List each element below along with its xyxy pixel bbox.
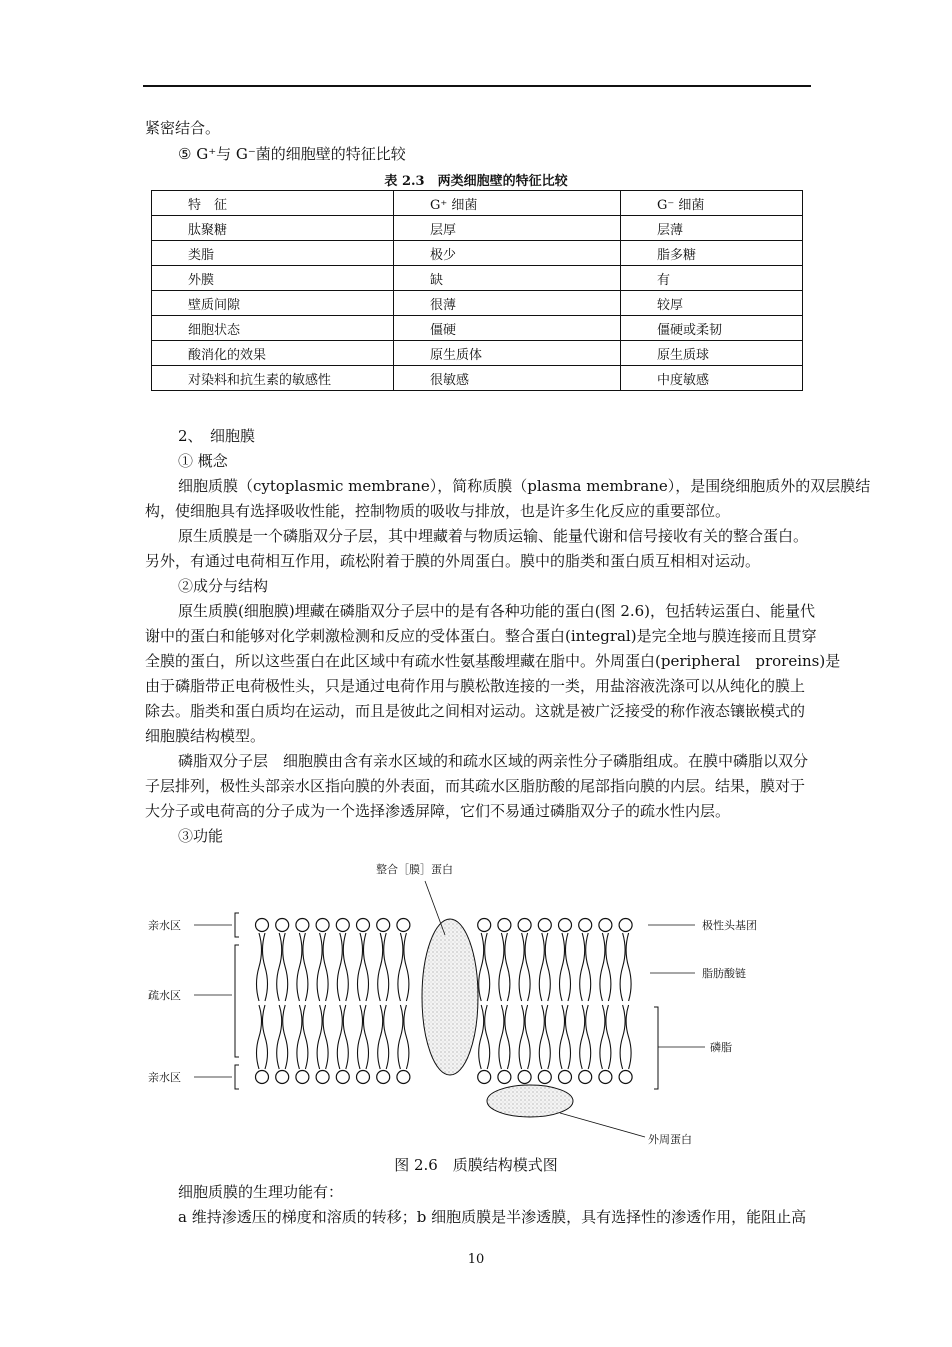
peripheral-protein-label: 外周蛋白 xyxy=(648,1133,692,1146)
fatty-acid-tail xyxy=(364,933,369,1001)
fatty-acid-tail xyxy=(317,1005,322,1069)
fatty-acid-tail xyxy=(485,933,490,1001)
membrane-diagram xyxy=(140,855,800,1150)
fatty-acid-tail xyxy=(560,1005,565,1069)
paragraph-line: 全膜的蛋白，所以这些蛋白在此区域中有疏水性氨基酸埋藏在脂中。外周蛋白(peripheral proreins)是 xyxy=(145,652,841,670)
polar-head xyxy=(336,1071,349,1084)
polar-head xyxy=(538,1071,551,1084)
fatty-acid-tail xyxy=(343,933,348,1001)
polar-head xyxy=(397,919,410,932)
fatty-acid-tail xyxy=(626,933,631,1001)
fatty-acid-tail xyxy=(620,1005,625,1069)
table-cell: 原生质体 xyxy=(394,341,621,366)
fatty-acid-tail xyxy=(323,933,328,1001)
fatty-acid-tail xyxy=(479,1005,484,1069)
fatty-acid-tail xyxy=(606,933,611,1001)
bracket xyxy=(235,1065,239,1089)
table-cell: 外膜 xyxy=(152,266,394,291)
polar-head xyxy=(276,1071,289,1084)
paragraph-line: 由于磷脂带正电荷极性头，只是通过电荷作用与膜松散连接的一类，用盐溶液洗涤可以从纯化的膜上 xyxy=(145,677,806,695)
fatty-acid-label: 脂肪酸链 xyxy=(702,967,746,980)
fatty-acid-tail xyxy=(358,933,363,1001)
fatty-acid-tail xyxy=(337,1005,342,1069)
section-g-title: ⑤ G⁺与 G⁻菌的细胞壁的特征比较 xyxy=(178,145,406,163)
fatty-acid-tail xyxy=(337,933,342,1001)
function-title: ③功能 xyxy=(178,827,224,845)
fatty-acid-tail xyxy=(404,1005,409,1069)
fatty-acid-tail xyxy=(263,933,268,1001)
table-row xyxy=(152,366,803,391)
table-header-cell: 特 征 xyxy=(152,191,394,216)
fatty-acid-tail xyxy=(317,933,322,1001)
polar-head xyxy=(256,1071,269,1084)
paragraph-line: 细胞膜结构模型。 xyxy=(145,727,266,745)
polar-head xyxy=(316,919,329,932)
fatty-acid-tail xyxy=(485,1005,490,1069)
fatty-acid-tail xyxy=(303,933,308,1001)
fatty-acid-tail xyxy=(560,933,565,1001)
fatty-acid-tail xyxy=(566,1005,571,1069)
fatty-acid-tail xyxy=(358,1005,363,1069)
fatty-acid-tail xyxy=(519,1005,524,1069)
polar-head xyxy=(478,1071,491,1084)
table-cell: 肽聚糖 xyxy=(152,216,394,241)
fatty-acid-tail xyxy=(600,933,605,1001)
fatty-acid-tail xyxy=(505,933,510,1001)
fatty-acid-tail xyxy=(257,1005,262,1069)
leader-line xyxy=(560,1113,645,1137)
paragraph-line: 原生质膜是一个磷脂双分子层，其中埋藏着与物质运输、能量代谢和信号接收有关的整合蛋白。 xyxy=(178,527,809,545)
fatty-acid-tail xyxy=(525,933,530,1001)
polar-head xyxy=(559,1071,572,1084)
integral-protein-label: 整合［膜］蛋白 xyxy=(376,863,453,876)
paragraph-line: 谢中的蛋白和能够对化学刺激检测和反应的受体蛋白。整合蛋白(integral)是完全地与膜连接而且贯穿 xyxy=(145,627,817,645)
table-header-cell: G⁺ 细菌 xyxy=(394,191,621,216)
fatty-acid-tail xyxy=(525,1005,530,1069)
figure-caption: 图 2.6 质膜结构模式图 xyxy=(394,1156,558,1174)
fatty-acid-tail xyxy=(297,933,302,1001)
polar-head xyxy=(619,919,632,932)
fatty-acid-tail xyxy=(378,933,383,1001)
table-row xyxy=(152,266,803,291)
paragraph-line: 大分子或电荷高的分子成为一个选择渗透屏障，它们不易通过磷脂双分子的疏水性内层。 xyxy=(145,802,731,820)
polar-head xyxy=(518,1071,531,1084)
table-cell: 壁质间隙 xyxy=(152,291,394,316)
fatty-acid-tail xyxy=(378,1005,383,1069)
fatty-acid-tail xyxy=(277,1005,282,1069)
polar-head xyxy=(316,1071,329,1084)
table-cell: 很薄 xyxy=(394,291,621,316)
paragraph-line: a 维持渗透压的梯度和溶质的转移；b 细胞质膜是半渗透膜，具有选择性的渗透作用，能阻止高 xyxy=(178,1208,807,1226)
table-cell: 脂多糖 xyxy=(621,241,803,266)
fatty-acid-tail xyxy=(384,933,389,1001)
table-header-row xyxy=(152,191,803,216)
table-cell: 很敏感 xyxy=(394,366,621,391)
bracket xyxy=(654,1007,658,1089)
table-cell: 中度敏感 xyxy=(621,366,803,391)
integral-protein-shape xyxy=(422,919,478,1075)
fatty-acid-tail xyxy=(606,1005,611,1069)
fatty-acid-tail xyxy=(479,933,484,1001)
paragraph-line: 构，使细胞具有选择吸收性能，控制物质的吸收与排放，也是许多生化反应的重要部位。 xyxy=(145,502,731,520)
table-cell: 极少 xyxy=(394,241,621,266)
fatty-acid-tail xyxy=(519,933,524,1001)
polar-head xyxy=(296,919,309,932)
bracket xyxy=(235,945,239,1057)
polar-head xyxy=(296,1071,309,1084)
paragraph-line: 原生质膜(细胞膜)埋藏在磷脂双分子层中的是有各种功能的蛋白(图 2.6)，包括转运蛋白、能量代 xyxy=(178,602,816,620)
fatty-acid-tail xyxy=(586,933,591,1001)
polar-head xyxy=(357,919,370,932)
page-number: 10 xyxy=(467,1252,485,1267)
fatty-acid-tail xyxy=(398,933,403,1001)
paragraph-line: 细胞质膜的生理功能有： xyxy=(178,1183,344,1201)
fatty-acid-tail xyxy=(398,1005,403,1069)
polar-head xyxy=(579,919,592,932)
fatty-acid-tail xyxy=(600,1005,605,1069)
table-cell: 细胞状态 xyxy=(152,316,394,341)
polar-head xyxy=(377,1071,390,1084)
polar-head xyxy=(599,919,612,932)
fatty-acid-tail xyxy=(539,933,544,1001)
table-row xyxy=(152,216,803,241)
fatty-acid-tail xyxy=(257,933,262,1001)
hydrophilic-top-label: 亲水区 xyxy=(148,919,181,932)
fatty-acid-tail xyxy=(297,1005,302,1069)
fatty-acid-tail xyxy=(384,1005,389,1069)
table-row xyxy=(152,341,803,366)
fatty-acid-tail xyxy=(586,1005,591,1069)
polar-head xyxy=(498,1071,511,1084)
paragraph-line: 另外，有通过电荷相互作用，疏松附着于膜的外周蛋白。膜中的脂类和蛋白质互相相对运动。 xyxy=(145,552,761,570)
fatty-acid-tail xyxy=(499,933,504,1001)
fatty-acid-tail xyxy=(343,1005,348,1069)
polar-head xyxy=(518,919,531,932)
polar-head xyxy=(599,1071,612,1084)
table-cell: 缺 xyxy=(394,266,621,291)
header-rule xyxy=(143,85,811,87)
polar-head xyxy=(336,919,349,932)
table-cell: 层薄 xyxy=(621,216,803,241)
polar-head xyxy=(478,919,491,932)
table-cell: 僵硬或柔韧 xyxy=(621,316,803,341)
table-cell: 僵硬 xyxy=(394,316,621,341)
fatty-acid-tail xyxy=(580,1005,585,1069)
fatty-acid-tail xyxy=(364,1005,369,1069)
top-text: 紧密结合。 xyxy=(145,119,221,137)
table-cell: 原生质球 xyxy=(621,341,803,366)
fatty-acid-tail xyxy=(404,933,409,1001)
fatty-acid-tail xyxy=(626,1005,631,1069)
hydrophobic-label: 疏水区 xyxy=(148,989,181,1002)
table-cell: 有 xyxy=(621,266,803,291)
table-header-cell: G⁻ 细菌 xyxy=(621,191,803,216)
fatty-acid-tail xyxy=(580,933,585,1001)
composition-title: ②成分与结构 xyxy=(178,577,269,595)
table-cell: 层厚 xyxy=(394,216,621,241)
polar-head xyxy=(559,919,572,932)
table-row xyxy=(152,241,803,266)
paragraph-line: 磷脂双分子层 细胞膜由含有亲水区域的和疏水区域的两亲性分子磷脂组成。在膜中磷脂以双分 xyxy=(178,752,809,770)
polar-head xyxy=(276,919,289,932)
fatty-acid-tail xyxy=(505,1005,510,1069)
concept-title: ① 概念 xyxy=(178,452,228,470)
polar-head xyxy=(377,919,390,932)
fatty-acid-tail xyxy=(283,1005,288,1069)
phospholipid-label: 磷脂 xyxy=(710,1041,732,1054)
peripheral-protein-shape xyxy=(487,1085,573,1117)
leader-line xyxy=(425,881,445,935)
fatty-acid-tail xyxy=(539,1005,544,1069)
section2-title: 2、 细胞膜 xyxy=(178,427,256,445)
fatty-acid-tail xyxy=(545,1005,550,1069)
polar-head xyxy=(256,919,269,932)
fatty-acid-tail xyxy=(620,933,625,1001)
fatty-acid-tail xyxy=(499,1005,504,1069)
paragraph-line: 子层排列，极性头部亲水区指向膜的外表面，而其疏水区脂肪酸的尾部指向膜的内层。结果，膜对于 xyxy=(145,777,806,795)
polar-head xyxy=(538,919,551,932)
table-cell: 对染料和抗生素的敏感性 xyxy=(152,366,394,391)
polar-head xyxy=(397,1071,410,1084)
fatty-acid-tail xyxy=(263,1005,268,1069)
polar-head-label: 极性头基团 xyxy=(702,919,757,932)
paragraph-line: 除去。脂类和蛋白质均在运动，而且是彼此之间相对运动。这就是被广泛接受的称作液态镶嵌模式的 xyxy=(145,702,806,720)
table-cell: 较厚 xyxy=(621,291,803,316)
table-row xyxy=(152,291,803,316)
comparison-table xyxy=(151,190,803,391)
fatty-acid-tail xyxy=(566,933,571,1001)
fatty-acid-tail xyxy=(283,933,288,1001)
fatty-acid-tail xyxy=(277,933,282,1001)
table-caption: 表 2.3 两类细胞壁的特征比较 xyxy=(384,174,568,189)
table-row xyxy=(152,316,803,341)
polar-head xyxy=(498,919,511,932)
table-cell: 类脂 xyxy=(152,241,394,266)
paragraph-line: 细胞质膜（cytoplasmic membrane），简称质膜（plasma membrane），是围绕细胞质外的双层膜结 xyxy=(178,477,871,495)
fatty-acid-tail xyxy=(545,933,550,1001)
fatty-acid-tail xyxy=(323,1005,328,1069)
table-cell: 酸消化的效果 xyxy=(152,341,394,366)
polar-head xyxy=(579,1071,592,1084)
fatty-acid-tail xyxy=(303,1005,308,1069)
polar-head xyxy=(619,1071,632,1084)
hydrophilic-bottom-label: 亲水区 xyxy=(148,1071,181,1084)
polar-head xyxy=(357,1071,370,1084)
bracket xyxy=(235,913,239,937)
